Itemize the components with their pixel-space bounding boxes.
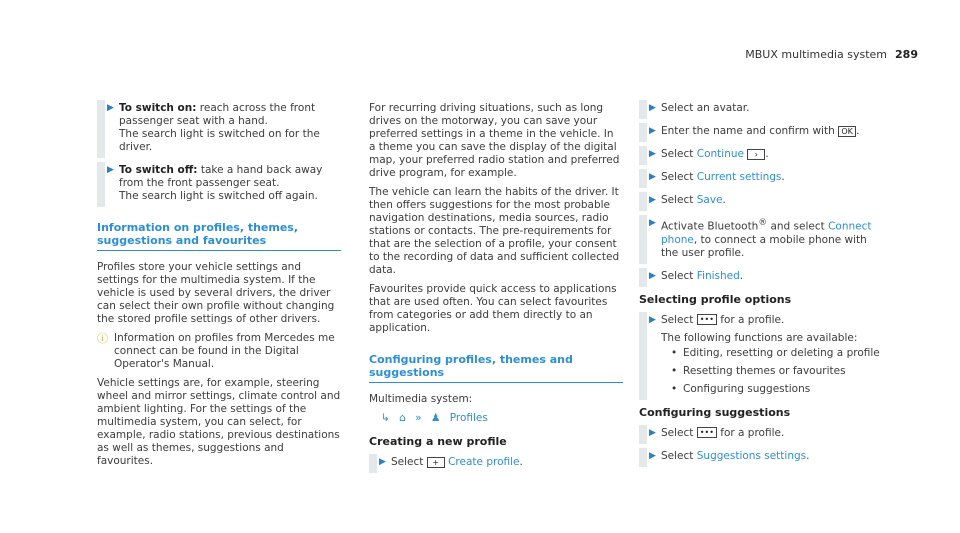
step-switch-off bbox=[97, 164, 341, 203]
info-icon: ⓘ bbox=[97, 332, 108, 345]
step-text: Select bbox=[661, 269, 694, 282]
column-3 bbox=[639, 102, 883, 473]
step: ▶ Select Current settings. bbox=[639, 171, 883, 184]
step-arrow-icon: ▶ bbox=[649, 218, 656, 228]
suggestions-settings-link: Suggestions settings bbox=[696, 449, 807, 462]
step-text: Select bbox=[661, 313, 694, 326]
step-text: , to connect a mobile phone with the user profile. bbox=[661, 233, 867, 259]
step-label: To switch on: bbox=[119, 102, 197, 114]
step-arrow-icon: ▶ bbox=[649, 103, 656, 113]
step-arrow-icon: ▶ bbox=[649, 195, 656, 205]
paragraph: Profiles store your vehicle settings and settings for the multimedia system. If the vehicle is used by several drivers, the driver can select their own profile without changing the stored profile settings of other drivers. bbox=[97, 261, 335, 325]
step-text: Select bbox=[661, 171, 694, 183]
step-text: Select bbox=[391, 456, 424, 468]
continue-link: Continue bbox=[696, 148, 744, 160]
chevron-right-icon: › bbox=[747, 149, 765, 160]
step-text: and select bbox=[770, 220, 825, 233]
paragraph: The vehicle can learn the habits of the driver. It then offers suggestions for the most probable navigation destinations, media sources, radio stations or contacts. The pre-requirements for that are the selection of a profile, your consent to the recording of data and sufficient collected data. bbox=[369, 186, 620, 276]
step: ▶ Select Save. bbox=[639, 194, 883, 207]
current-settings-link: Current settings bbox=[696, 171, 782, 183]
column-1 bbox=[97, 102, 341, 474]
list-item: • Resetting themes or favourites bbox=[671, 365, 883, 378]
step: ▶ Select Finished. bbox=[639, 270, 883, 283]
ok-key-icon: OK bbox=[838, 126, 856, 137]
step-text: take a hand back away from the front passenger seat. bbox=[119, 164, 323, 189]
step-text: for a profile. bbox=[720, 313, 785, 326]
step-arrow-icon: ▶ bbox=[649, 149, 656, 159]
step-arrow-icon: ▶ bbox=[379, 457, 386, 467]
step-result: The search light is switched off again. bbox=[119, 190, 318, 202]
paragraph: For recurring driving situations, such as long drives on the motorway, you can save your preferred settings in a theme in the vehicle. In a theme you can save the display of the digital map, your preferred radio station and preferred drive program, for example. bbox=[369, 102, 620, 179]
step-text: Select bbox=[661, 449, 694, 462]
system-label: Multimedia system: bbox=[369, 393, 473, 405]
page-header bbox=[745, 48, 918, 61]
step-arrow-icon: ▶ bbox=[649, 126, 656, 136]
step-arrow-icon: ▶ bbox=[649, 427, 656, 438]
step-text: Select an avatar. bbox=[661, 102, 750, 114]
section-title: Information on profiles, themes, suggestions and favourites bbox=[97, 221, 341, 251]
paragraph: Vehicle settings are, for example, steering wheel and mirror settings, climate control and ambient lighting. For the settings of the multimedia system, you can select, for example, radio stations, previous destinations as well as themes, suggestions and favourites. bbox=[97, 377, 341, 467]
create-profile-link: Create profile bbox=[448, 456, 520, 468]
double-chevron-icon: » bbox=[415, 412, 422, 424]
step-text: Activate Bluetooth bbox=[661, 220, 759, 233]
step-arrow-icon: ▶ bbox=[649, 270, 656, 281]
step-text: for a profile. bbox=[720, 426, 785, 439]
step-arrow-icon: ▶ bbox=[649, 172, 656, 182]
step-result: The search light is switched on for the driver. bbox=[119, 128, 320, 153]
plus-icon: + bbox=[427, 457, 445, 468]
finished-link: Finished bbox=[696, 269, 740, 282]
save-link: Save bbox=[696, 194, 723, 206]
step-text: reach across the front passenger seat with a hand. bbox=[119, 102, 316, 127]
column-2 bbox=[369, 102, 623, 479]
more-options-icon: ••• bbox=[697, 427, 717, 438]
home-icon: ⌂ bbox=[399, 412, 406, 424]
step-arrow-icon: ▶ bbox=[649, 314, 656, 325]
step: ▶ Enter the name and confirm with OK . bbox=[639, 125, 883, 138]
path-profiles: Profiles bbox=[449, 412, 488, 424]
profile-icon: ♟ bbox=[430, 412, 441, 424]
step: ▶ Activate Bluetooth® and select Connect phone, to connect a mobile phone with the user profile. bbox=[639, 217, 883, 260]
step: ▶ Select Suggestions settings. bbox=[639, 450, 883, 463]
section-title: Configuring profiles, themes and suggestions bbox=[369, 353, 623, 383]
step-arrow-icon: ▶ bbox=[107, 103, 114, 113]
step-label: To switch off: bbox=[119, 164, 198, 176]
step-text: Select bbox=[661, 194, 694, 206]
step-end: . bbox=[519, 456, 523, 468]
page-number: 289 bbox=[895, 48, 918, 61]
menu-path bbox=[381, 412, 623, 425]
connect-phone-link: Connect phone bbox=[661, 220, 872, 246]
step-switch-on bbox=[97, 102, 341, 154]
step: ▶ Select Continue › . bbox=[639, 148, 883, 161]
header-title: MBUX multimedia system bbox=[745, 48, 888, 61]
following-text: The following functions are available: bbox=[661, 331, 858, 344]
list-item: • Editing, resetting or deleting a profile bbox=[671, 347, 883, 360]
more-options-icon: ••• bbox=[697, 314, 717, 325]
step bbox=[639, 314, 883, 396]
step-text: Select bbox=[661, 426, 694, 439]
step-text: Select bbox=[661, 148, 694, 160]
step-create-profile bbox=[369, 456, 623, 469]
step-text: Enter the name and confirm with bbox=[661, 125, 835, 137]
step bbox=[639, 102, 883, 115]
info-note bbox=[97, 332, 341, 371]
subsection-title: Selecting profile options bbox=[639, 292, 792, 306]
list-item: • Configuring suggestions bbox=[671, 383, 883, 396]
path-arrow-icon: ↳ bbox=[381, 412, 390, 424]
note-text: Information on profiles from Mercedes me connect can be found in the Digital Operator's Manual. bbox=[114, 332, 335, 370]
step-arrow-icon: ▶ bbox=[649, 450, 656, 461]
subsection-title: Configuring suggestions bbox=[639, 405, 791, 419]
step-arrow-icon: ▶ bbox=[107, 165, 114, 175]
subsection-title: Creating a new profile bbox=[369, 435, 507, 448]
step bbox=[639, 427, 883, 440]
paragraph: Favourites provide quick access to applications that are used often. You can select favourites from categories or add them directly to an application. bbox=[369, 283, 617, 334]
